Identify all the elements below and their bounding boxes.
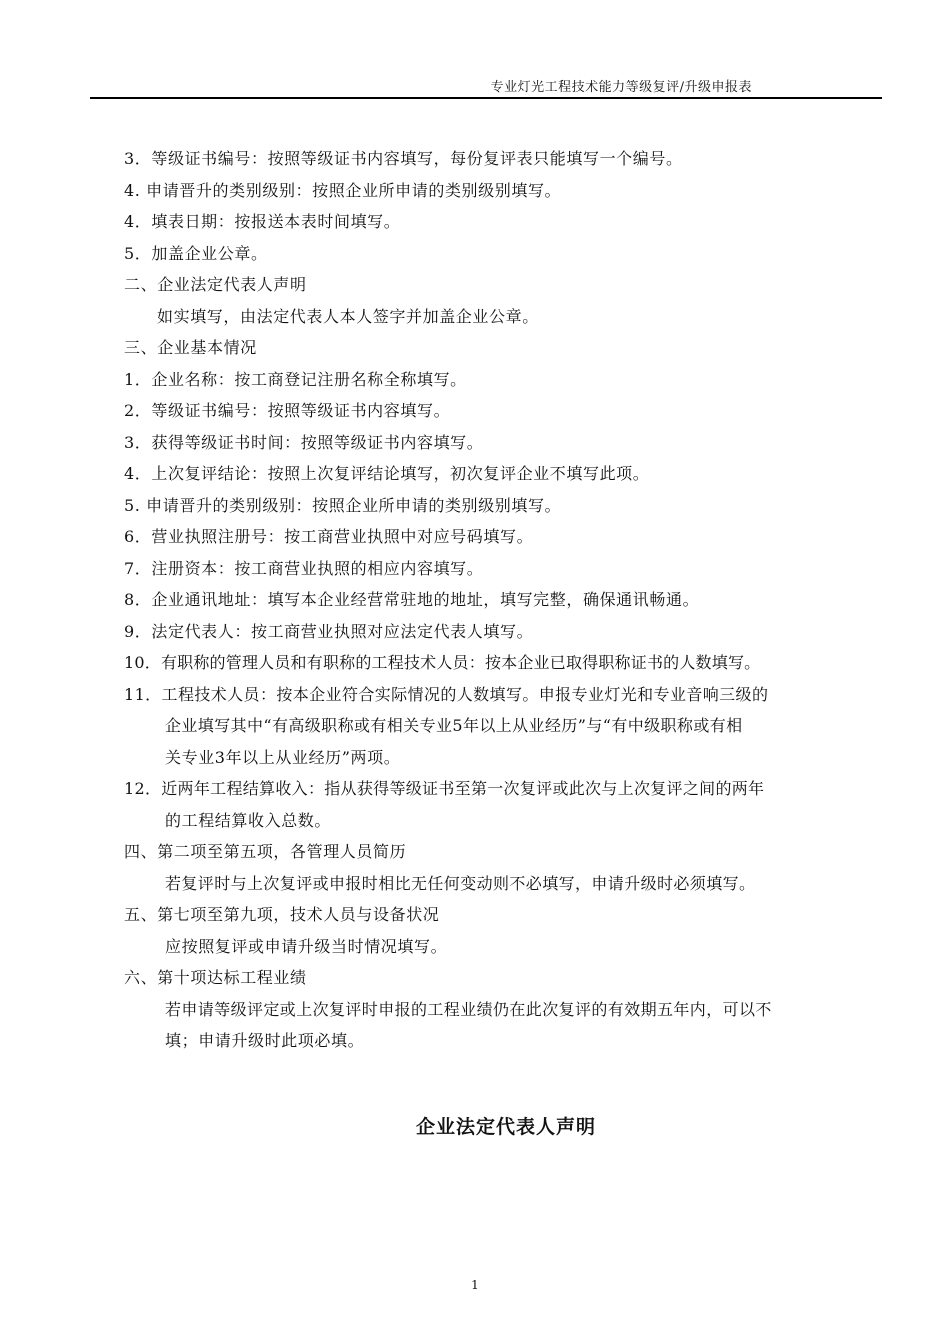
text-line: 5. 申请晋升的类别级别：按照企业所申请的类别级别填写。 [124, 495, 562, 515]
text-line: 填；申请升级时此项必填。 [165, 1031, 365, 1050]
section-heading: 四、第二项至第五项，各管理人员简历 [124, 842, 407, 861]
text-line: 7．注册资本：按工商营业执照的相应内容填写。 [124, 558, 484, 578]
page-number: 1 [471, 1278, 479, 1292]
text-line: 10．有职称的管理人员和有职称的工程技术人员：按本企业已取得职称证书的人数填写。 [124, 653, 761, 672]
section-heading: 五、第七项至第九项，技术人员与设备状况 [124, 905, 440, 924]
text-line: 4. 申请晋升的类别级别：按照企业所申请的类别级别填写。 [124, 180, 562, 200]
text-line: 关专业3年以上从业经历”两项。 [165, 747, 401, 767]
running-header: 专业灯光工程技术能力等级复评/升级申报表 [490, 80, 752, 95]
text-line: 12．近两年工程结算收入：指从获得等级证书至第一次复评或此次与上次复评之间的两年 [124, 779, 765, 798]
section-heading: 二、企业法定代表人声明 [124, 275, 307, 294]
text-line: 1．企业名称：按工商登记注册名称全称填写。 [124, 369, 467, 389]
section-title: 企业法定代表人声明 [415, 1116, 596, 1138]
text-line: 4．填表日期：按报送本表时间填写。 [124, 212, 401, 231]
text-line: 若申请等级评定或上次复评时申报的工程业绩仍在此次复评的有效期五年内，可以不 [165, 999, 772, 1019]
text-line: 企业填写其中“有高级职称或有相关专业5年以上从业经历”与“有中级职称或有相 [165, 716, 743, 735]
text-line: 11．工程技术人员：按本企业符合实际情况的人数填写。申报专业灯光和专业音响三级的 [124, 684, 769, 704]
header-rule [90, 97, 882, 99]
text-line: 如实填写，由法定代表人本人签字并加盖企业公章。 [157, 306, 539, 326]
text-line: 若复评时与上次复评或申报时相比无任何变动则不必填写，申请升级时必须填写。 [165, 873, 756, 893]
text-line: 6．营业执照注册号：按工商营业执照中对应号码填写。 [124, 527, 534, 546]
text-line: 9．法定代表人：按工商营业执照对应法定代表人填写。 [124, 621, 534, 641]
text-line: 3．获得等级证书时间：按照等级证书内容填写。 [124, 432, 484, 452]
text-line: 应按照复评或申请升级当时情况填写。 [165, 936, 448, 956]
text-line: 3．等级证书编号：按照等级证书内容填写，每份复评表只能填写一个编号。 [124, 149, 683, 168]
text-line: 2．等级证书编号：按照等级证书内容填写。 [124, 401, 451, 420]
text-line: 8．企业通讯地址：填写本企业经营常驻地的地址，填写完整，确保通讯畅通。 [124, 590, 700, 609]
text-line: 4．上次复评结论：按照上次复评结论填写，初次复评企业不填写此项。 [124, 464, 650, 483]
instructions-body [0, 143, 950, 1057]
section-heading: 六、第十项达标工程业绩 [124, 968, 307, 987]
text-line: 5．加盖企业公章。 [124, 243, 268, 263]
section-heading: 三、企业基本情况 [124, 338, 257, 357]
text-line: 的工程结算收入总数。 [165, 810, 332, 830]
